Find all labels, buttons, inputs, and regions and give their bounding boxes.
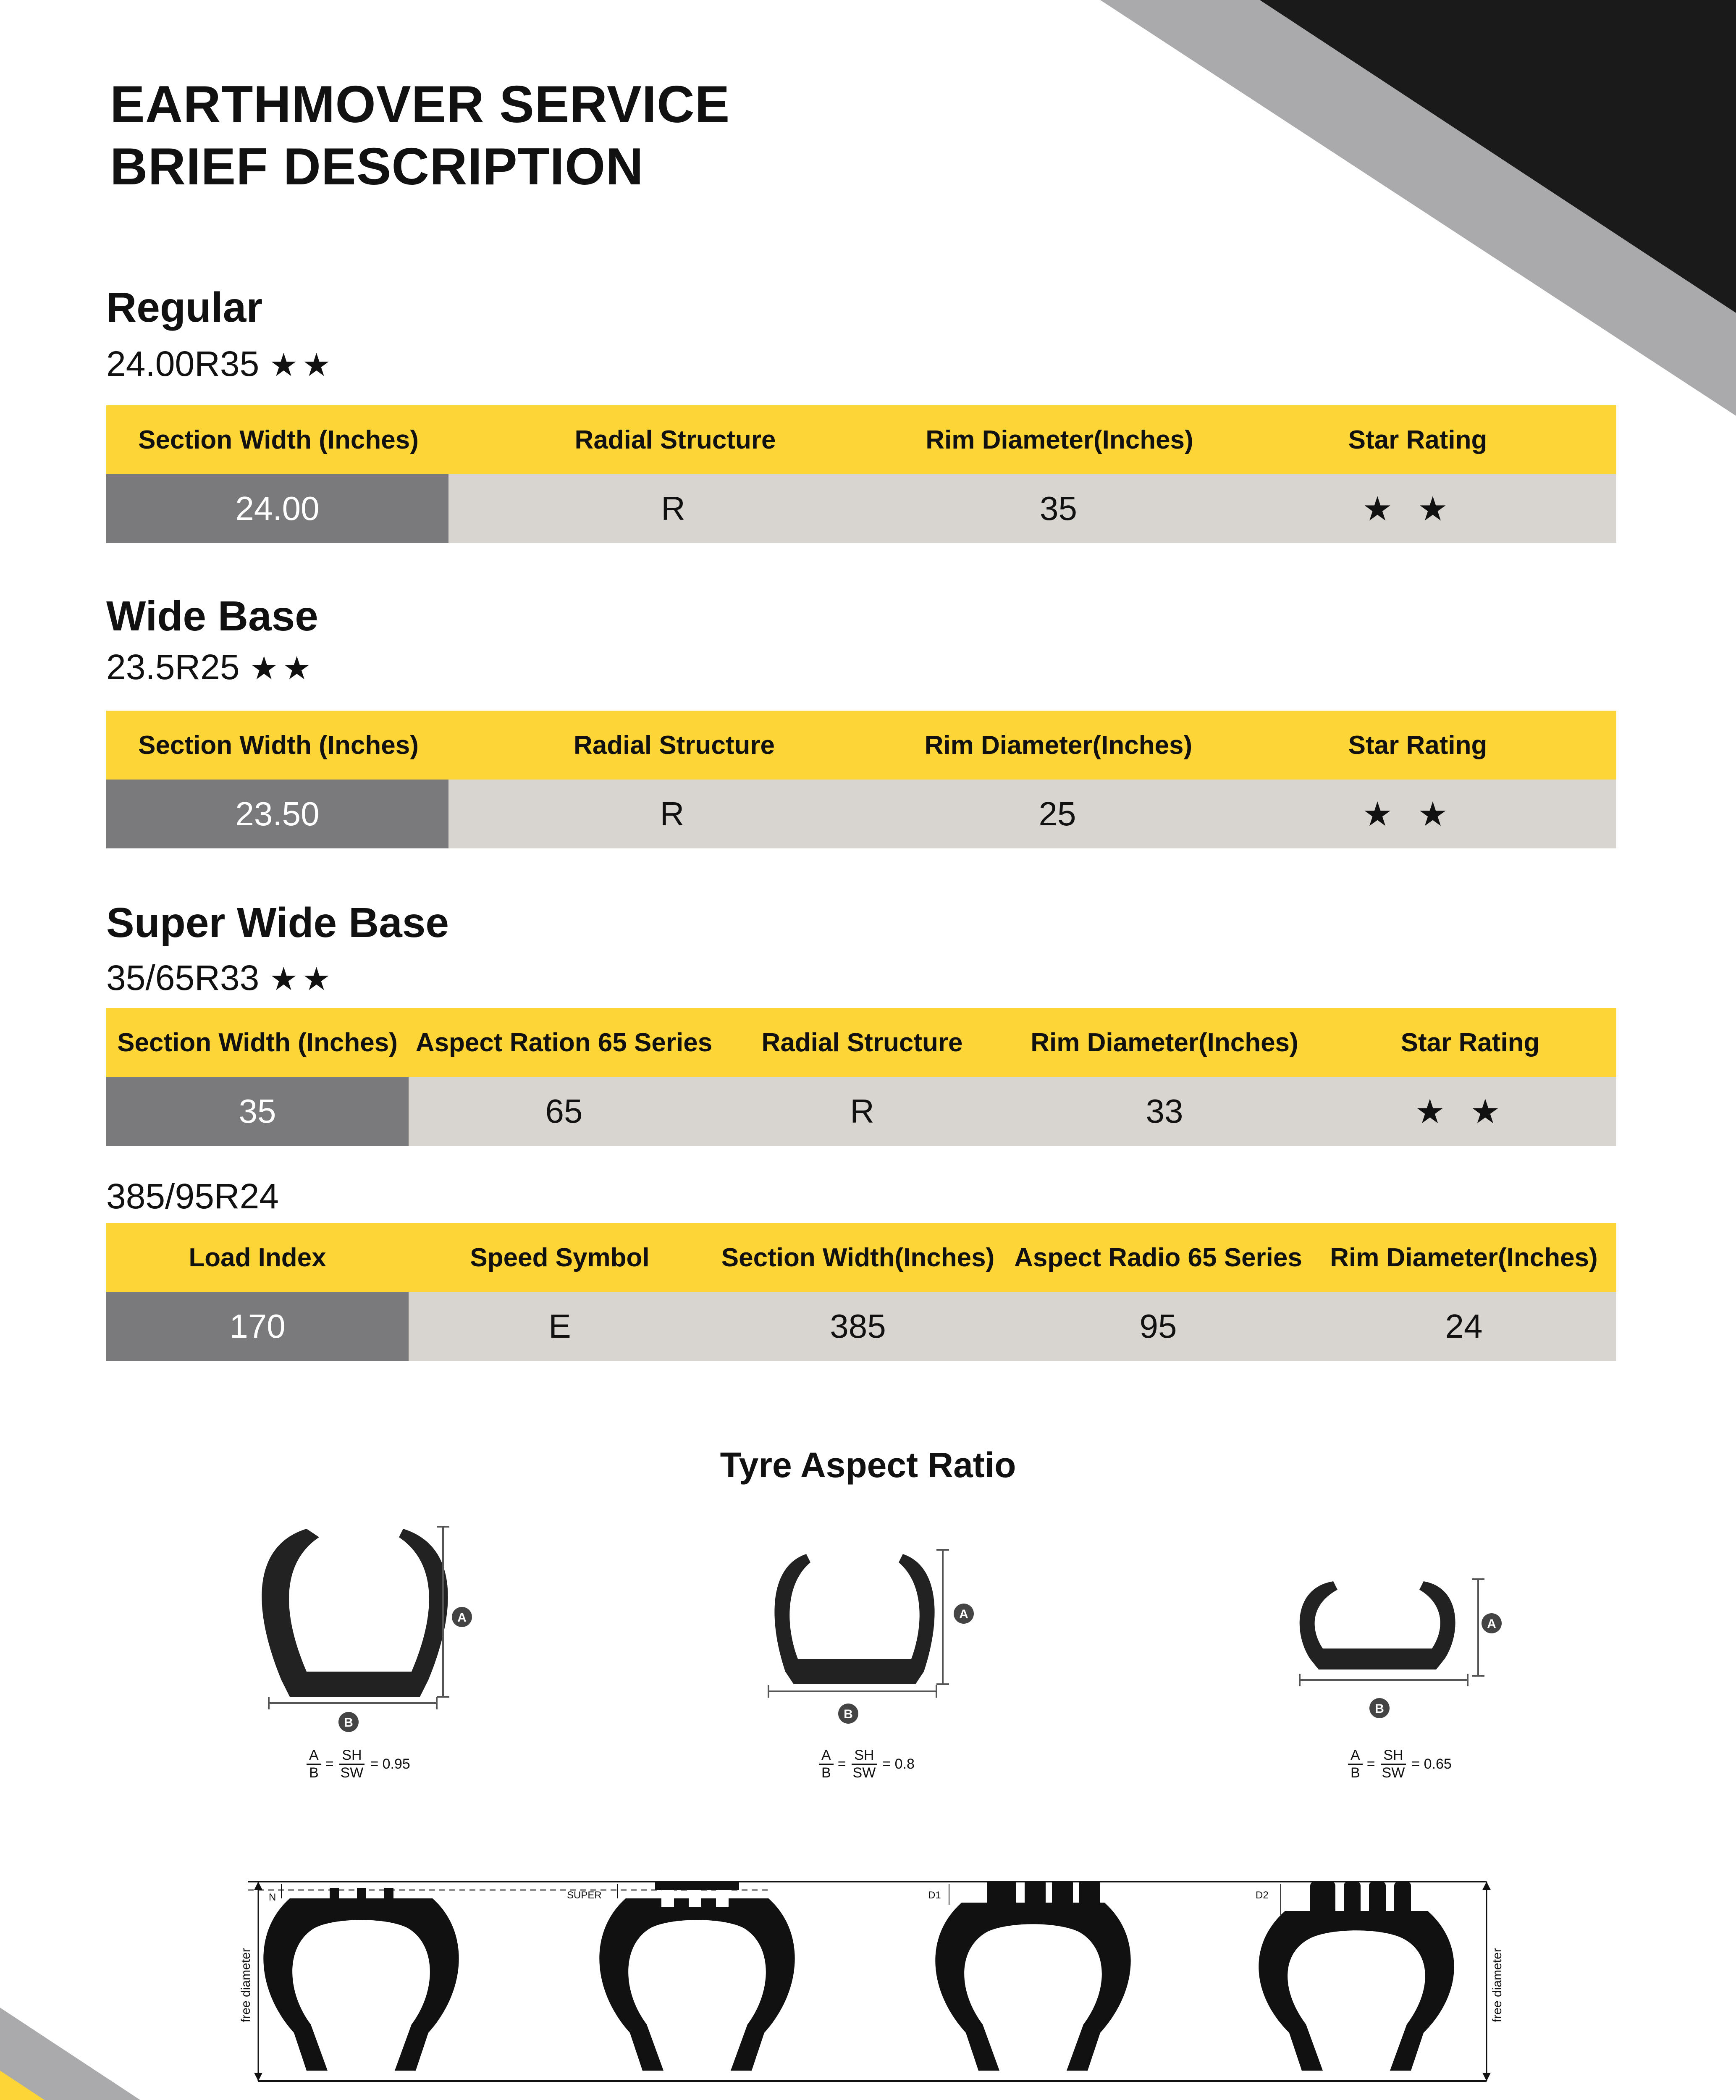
size-code: 23.5R25	[106, 647, 240, 687]
frac-sh: SH	[339, 1747, 364, 1765]
table-header-row	[106, 405, 1616, 474]
label-a: A	[457, 1611, 467, 1625]
frac-b: B	[821, 1765, 831, 1781]
value-cell: 25	[1038, 795, 1076, 832]
frac-sw: SW	[340, 1765, 364, 1781]
table-row	[106, 780, 1616, 848]
frac-a: A	[307, 1747, 321, 1765]
header-cell: Rim Diameter(Inches)	[1330, 1243, 1598, 1272]
aspect-formula-065	[1344, 1747, 1452, 1781]
value-cell: 170	[106, 1292, 409, 1361]
header-cell: Radial Structure	[574, 730, 775, 760]
marker-d1: D1	[928, 1890, 941, 1901]
tread-depth-diagram	[0, 1865, 1736, 2092]
ratio-value: = 0.95	[370, 1756, 410, 1772]
frac-b: B	[309, 1765, 319, 1781]
value-cell: 65	[545, 1092, 583, 1130]
title-line-1: EARTHMOVER SERVICE	[110, 76, 730, 134]
value-cell: R	[661, 490, 685, 527]
section-title-super-wide-base: Super Wide Base	[106, 899, 449, 946]
value-cell: E	[548, 1307, 571, 1345]
value-cell: 33	[1146, 1092, 1183, 1130]
size-super-wide-base	[106, 958, 335, 998]
table-header-row	[106, 1008, 1616, 1077]
value-cell: 24.00	[106, 474, 448, 543]
page-title	[110, 74, 730, 198]
table-row	[106, 474, 1616, 543]
tyre-profile-095	[262, 1527, 472, 1732]
spec-table-super-wide-base	[106, 1008, 1616, 1146]
header-cell: Star Rating	[1348, 425, 1487, 454]
header-cell: Section Width(Inches)	[721, 1243, 995, 1272]
ratio-value: = 0.65	[1411, 1756, 1452, 1772]
table-row	[106, 1077, 1616, 1146]
table-header-row	[106, 711, 1616, 780]
size-code: 35/65R33	[106, 958, 260, 998]
header-cell: Section Width (Inches)	[138, 730, 419, 760]
label-b: B	[844, 1707, 853, 1721]
frac-a: A	[819, 1747, 834, 1765]
header-cell: Radial Structure	[574, 425, 776, 454]
tread-tyre-normal	[263, 1884, 459, 2071]
star-icons: ★★	[249, 651, 315, 686]
title-line-2: BRIEF DESCRIPTION	[110, 138, 644, 196]
spec-table-385-95r24	[106, 1223, 1616, 1361]
header-cell: Star Rating	[1348, 730, 1487, 760]
label-a: A	[1487, 1617, 1496, 1631]
star-icons: ★★	[269, 347, 335, 383]
header-cell: Aspect Radio 65 Series	[1014, 1243, 1302, 1272]
header-cell: Radial Structure	[761, 1028, 963, 1057]
spec-table-regular	[106, 405, 1616, 543]
frac-sh: SH	[852, 1747, 876, 1765]
header-cell: Rim Diameter(Inches)	[924, 730, 1193, 760]
header-cell: Rim Diameter(Inches)	[1031, 1028, 1298, 1057]
size-wide-base	[106, 647, 315, 688]
header-cell: Section Width (Inches)	[117, 1028, 398, 1057]
equals: =	[1366, 1756, 1375, 1772]
tread-tyre-super	[567, 1882, 795, 2071]
aspect-formula-08	[815, 1747, 915, 1781]
table-row	[106, 1292, 1616, 1361]
star-rating-icons: ★★	[1362, 795, 1473, 833]
header-cell: Speed Symbol	[470, 1243, 650, 1272]
frac-sw: SW	[1382, 1765, 1405, 1781]
header-cell: Section Width (Inches)	[138, 425, 419, 454]
tyre-profile-08	[768, 1550, 974, 1724]
value-cell: 23.50	[106, 780, 448, 848]
tread-tyre-d2	[1256, 1882, 1454, 2071]
tyre-profile-065	[1300, 1579, 1502, 1718]
free-diameter-label-left: free diameter	[239, 1948, 253, 2022]
aspect-formula-095	[302, 1747, 410, 1781]
header-cell: Aspect Ration 65 Series	[415, 1028, 713, 1057]
star-rating-icons: ★★	[1362, 490, 1473, 528]
header-cell: Star Rating	[1400, 1028, 1540, 1057]
label-a: A	[959, 1607, 968, 1621]
frac-sh: SH	[1381, 1747, 1406, 1765]
marker-n: N	[269, 1892, 276, 1903]
equals: =	[837, 1756, 846, 1772]
diagram-title: Tyre Aspect Ratio	[720, 1445, 1016, 1485]
frac-a: A	[1348, 1747, 1363, 1765]
header-cell: Rim Diameter(Inches)	[926, 425, 1193, 454]
value-cell: R	[850, 1092, 874, 1130]
value-cell: 35	[1040, 490, 1077, 527]
value-cell: 95	[1139, 1307, 1177, 1345]
size-regular	[106, 344, 335, 384]
section-title-wide-base: Wide Base	[106, 593, 318, 640]
value-cell: 24	[1445, 1307, 1483, 1345]
spec-table-wide-base	[106, 711, 1616, 848]
value-cell: R	[660, 795, 684, 832]
label-b: B	[1375, 1702, 1384, 1716]
header-cell: Load Index	[189, 1243, 326, 1272]
label-b: B	[344, 1716, 353, 1730]
value-cell: 385	[830, 1307, 886, 1345]
ratio-value: = 0.8	[882, 1756, 915, 1772]
frac-b: B	[1351, 1765, 1360, 1781]
size-code: 24.00R35	[106, 344, 260, 383]
star-rating-icons: ★★	[1415, 1092, 1526, 1130]
table-header-row	[106, 1223, 1616, 1292]
free-diameter-label-right: free diameter	[1490, 1948, 1504, 2022]
size-385-95r24: 385/95R24	[106, 1176, 279, 1216]
equals: =	[325, 1756, 334, 1772]
star-icons: ★★	[269, 961, 335, 997]
value-cell: 35	[106, 1077, 409, 1146]
frac-sw: SW	[852, 1765, 876, 1781]
tread-tyre-d1	[928, 1882, 1131, 2071]
marker-d2: D2	[1256, 1890, 1269, 1901]
marker-super: SUPER	[567, 1890, 602, 1901]
section-title-regular: Regular	[106, 284, 263, 331]
